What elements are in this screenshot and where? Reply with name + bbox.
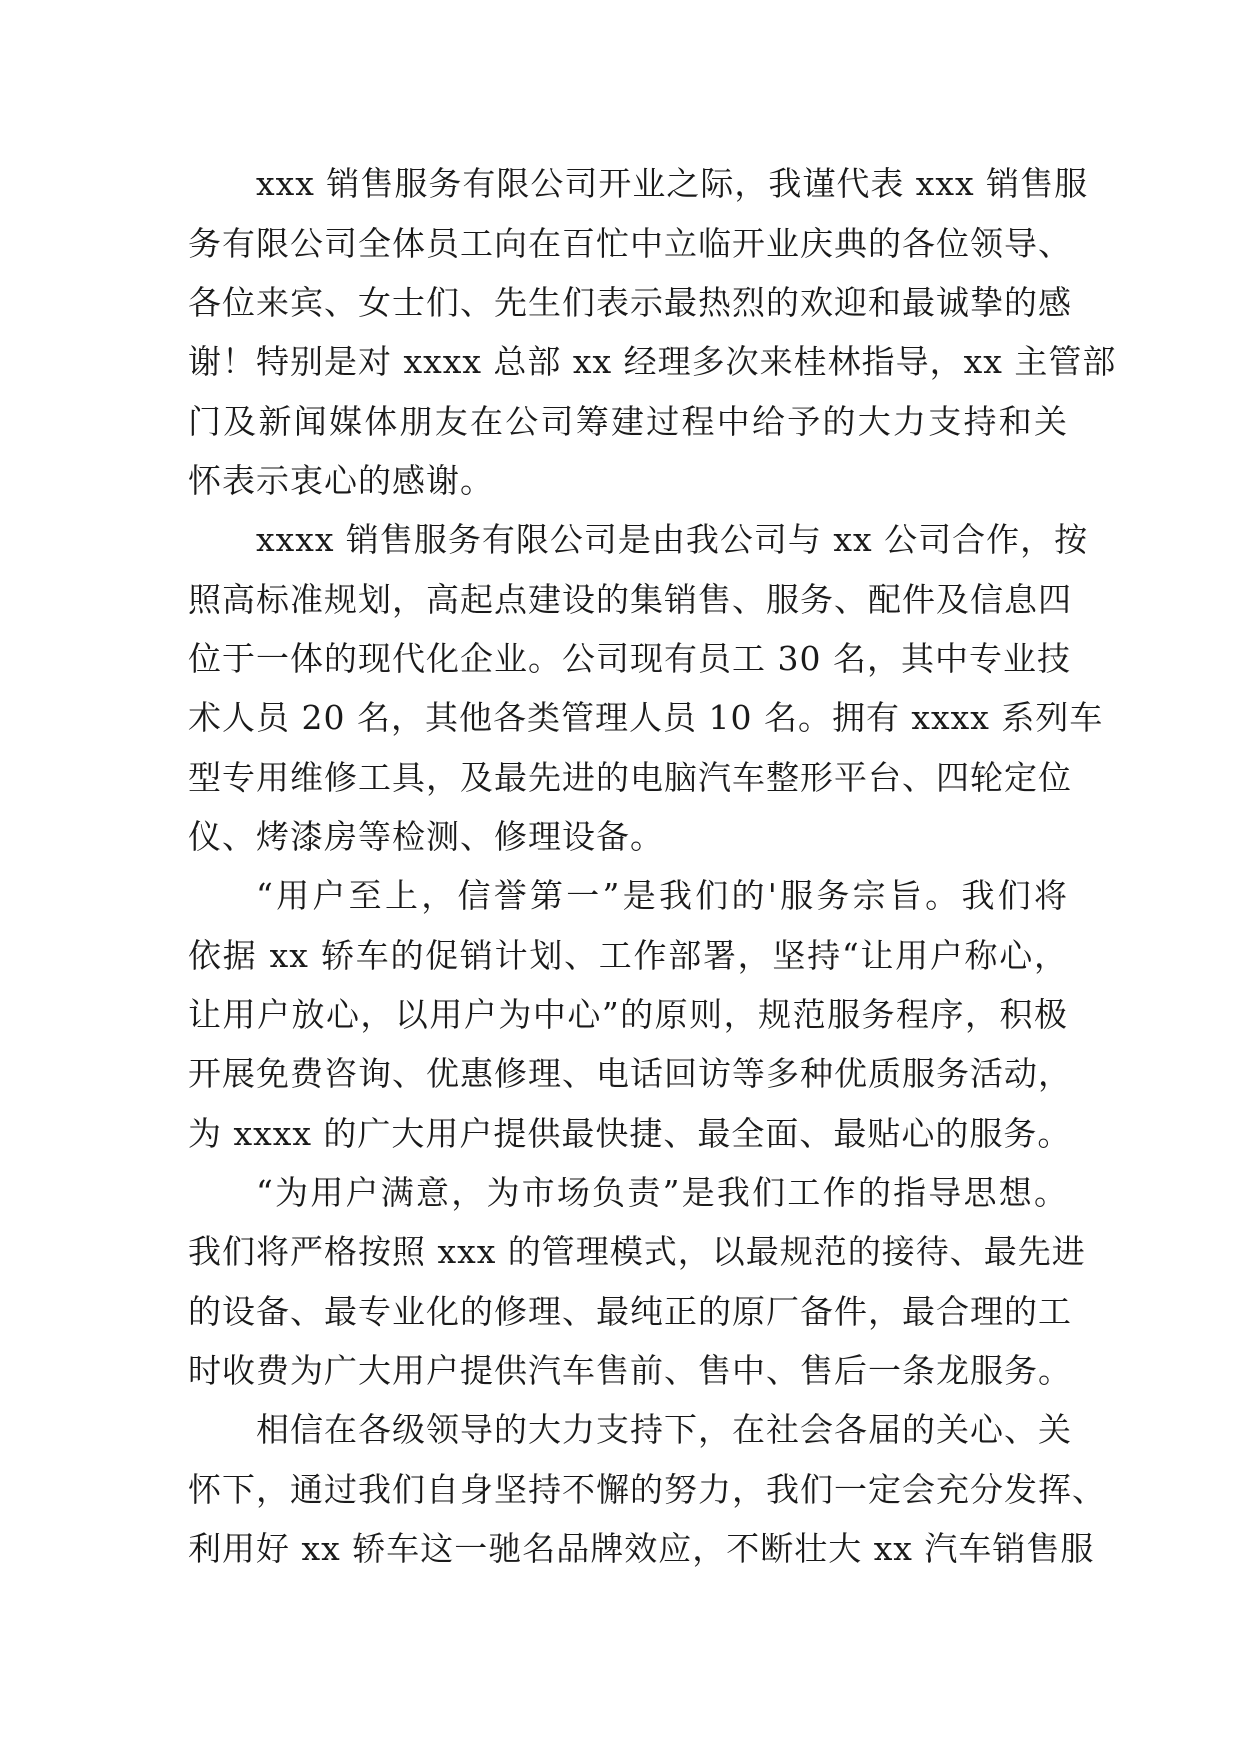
paragraph-3-line-3: 让用户放心，以用户为中心”的原则，规范服务程序，积极 xyxy=(188,995,1068,1034)
paragraph-5-line-3: 利用好 xx 轿车这一驰名品牌效应，不断壮大 xx 汽车销售服 xyxy=(188,1529,1095,1568)
paragraph-1-line-4: 谢！特别是对 xxxx 总部 xx 经理多次来桂林指导，xx 主管部 xyxy=(188,342,1117,381)
paragraph-5-line-2: 怀下，通过我们自身坚持不懈的努力，我们一定会充分发挥、 xyxy=(188,1470,1106,1509)
paragraph-2-line-4: 术人员 20 名，其他各类管理人员 10 名。拥有 xxxx 系列车 xyxy=(188,698,1104,737)
paragraph-4-line-2: 我们将严格按照 xxx 的管理模式，以最规范的接待、最先进 xyxy=(188,1232,1086,1271)
paragraph-2-line-3: 位于一体的现代化企业。公司现有员工 30 名，其中专业技 xyxy=(188,639,1071,678)
paragraph-3-line-2: 依据 xx 轿车的促销计划、工作部署，坚持“让用户称心， xyxy=(188,936,1068,975)
paragraph-1-line-3: 各位来宾、女士们、先生们表示最热烈的欢迎和最诚挚的感 xyxy=(188,283,1072,322)
paragraph-1-line-2: 务有限公司全体员工向在百忙中立临开业庆典的各位领导、 xyxy=(188,224,1072,263)
paragraph-2-line-5: 型专用维修工具，及最先进的电脑汽车整形平台、四轮定位 xyxy=(188,758,1072,797)
paragraph-2-line-6: 仪、烤漆房等检测、修理设备。 xyxy=(188,817,664,856)
paragraph-4-line-3: 的设备、最专业化的修理、最纯正的原厂备件，最合理的工 xyxy=(188,1292,1072,1331)
paragraph-3-line-5: 为 xxxx 的广大用户提供最快捷、最全面、最贴心的服务。 xyxy=(188,1114,1072,1153)
paragraph-1-line-6: 怀表示衷心的感谢。 xyxy=(188,461,494,500)
paragraph-2-line-2: 照高标准规划，高起点建设的集销售、服务、配件及信息四 xyxy=(188,580,1072,619)
paragraph-3-line-1: “用户至上，信誉第一”是我们的'服务宗旨。我们将 xyxy=(256,876,1068,915)
paragraph-5-line-1: 相信在各级领导的大力支持下，在社会各届的关心、关 xyxy=(256,1410,1072,1449)
paragraph-4-line-4: 时收费为广大用户提供汽车售前、售中、售后一条龙服务。 xyxy=(188,1351,1072,1390)
paragraph-1-line-1: xxx 销售服务有限公司开业之际，我谨代表 xxx 销售服 xyxy=(256,164,1089,203)
paragraph-3-line-4: 开展免费咨询、优惠修理、电话回访等多种优质服务活动， xyxy=(188,1054,1072,1093)
paragraph-1-line-5: 门及新闻媒体朋友在公司筹建过程中给予的大力支持和关 xyxy=(188,402,1068,441)
paragraph-2-line-1: xxxx 销售服务有限公司是由我公司与 xx 公司合作，按 xyxy=(256,520,1089,559)
paragraph-4-line-1: “为用户满意，为市场负责”是我们工作的指导思想。 xyxy=(256,1173,1068,1212)
